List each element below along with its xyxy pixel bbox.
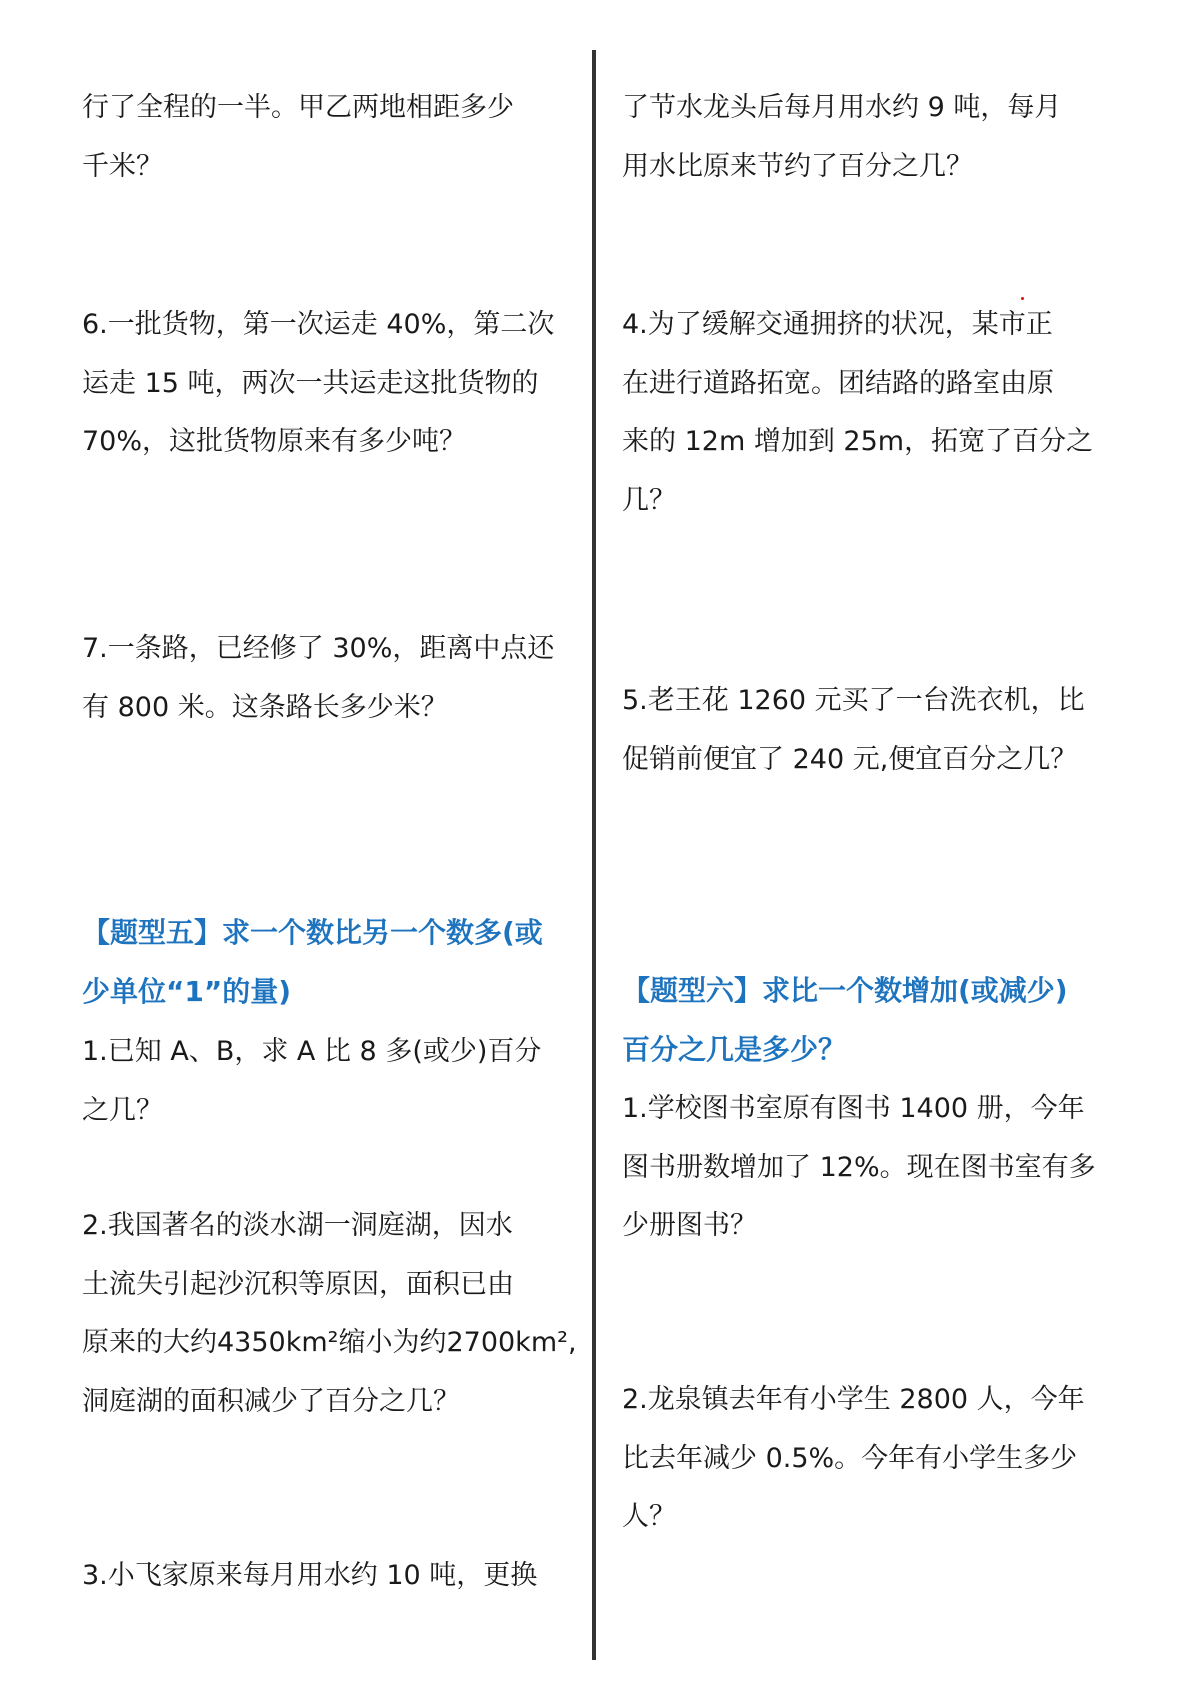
text-line: 促销前便宜了 240 元,便宜百分之几？ xyxy=(622,743,1078,775)
section5-problem-1 xyxy=(82,1023,582,1140)
section-heading-5 xyxy=(82,904,582,1021)
text-line: 了节水龙头后每月用水约 9 吨，每月 xyxy=(622,92,1062,123)
column-divider xyxy=(592,50,596,1660)
text-line: 人？ xyxy=(622,1501,676,1532)
section6-problem-1 xyxy=(622,1080,1122,1256)
section5-problem-2 xyxy=(82,1197,582,1431)
red-dot-mark xyxy=(1021,297,1024,300)
right-problem-5 xyxy=(622,672,1122,789)
right-block-continued xyxy=(622,79,1122,196)
text-line: 有 800 米。这条路长多少米？ xyxy=(82,691,448,723)
text-line: 1.已知 A、B，求 A 比 8 多(或少)百分 xyxy=(82,1036,542,1067)
text-line: 7.一条路，已经修了 30%，距离中点还 xyxy=(82,633,555,664)
text-line: 运走 15 吨，两次一共运走这批货物的 xyxy=(82,367,539,399)
text-line: 6.一批货物，第一次运走 40%，第二次 xyxy=(82,309,555,340)
text-line: 2.我国著名的淡水湖一洞庭湖，因水 xyxy=(82,1210,513,1241)
text-line: 1.学校图书室原有图书 1400 册，今年 xyxy=(622,1093,1085,1124)
left-problem-6 xyxy=(82,296,582,472)
text-line: 2.龙泉镇去年有小学生 2800 人，今年 xyxy=(622,1384,1085,1415)
text-line: 在进行道路拓宽。团结路的路室由原 xyxy=(622,367,1054,399)
text-line: 之几？ xyxy=(82,1094,163,1126)
section5-problem-3 xyxy=(82,1547,582,1606)
heading-line: 少单位“1”的量) xyxy=(82,974,292,1008)
text-line: 4.为了缓解交通拥挤的状况，某市正 xyxy=(622,309,1053,340)
left-problem-7 xyxy=(82,620,582,737)
text-line: 比去年减少 0.5%。今年有小学生多少 xyxy=(622,1442,1078,1474)
text-line: 5.老王花 1260 元买了一台洗衣机，比 xyxy=(622,685,1085,716)
text-line: 洞庭湖的面积减少了百分之几？ xyxy=(82,1385,460,1417)
section6-problem-2 xyxy=(622,1371,1122,1547)
text-line: 原来的大约4350km²缩小为约2700km², xyxy=(82,1327,577,1358)
text-line: 70%，这批货物原来有多少吨？ xyxy=(82,426,467,457)
heading-line: 百分之几是多少？ xyxy=(622,1032,847,1066)
heading-line: 【题型六】求比一个数增加(或减少) xyxy=(622,974,1068,1007)
text-line: 行了全程的一半。甲乙两地相距多少 xyxy=(82,92,514,123)
text-line: 千米？ xyxy=(82,150,163,182)
left-block-continued xyxy=(82,79,582,196)
heading-line: 【题型五】求一个数比另一个数多(或 xyxy=(82,916,543,949)
text-line: 用水比原来节约了百分之几？ xyxy=(622,150,973,182)
right-problem-4 xyxy=(622,296,1122,530)
text-line: 图书册数增加了 12%。现在图书室有多 xyxy=(622,1151,1096,1183)
text-line: 土流失引起沙沉积等原因，面积已由 xyxy=(82,1268,514,1300)
text-line: 少册图书？ xyxy=(622,1210,757,1241)
section-heading-6 xyxy=(622,962,1122,1079)
text-line: 来的 12m 增加到 25m，拓宽了百分之 xyxy=(622,426,1094,457)
text-line: 3.小飞家原来每月用水约 10 吨，更换 xyxy=(82,1560,538,1591)
text-line: 几？ xyxy=(622,484,676,516)
